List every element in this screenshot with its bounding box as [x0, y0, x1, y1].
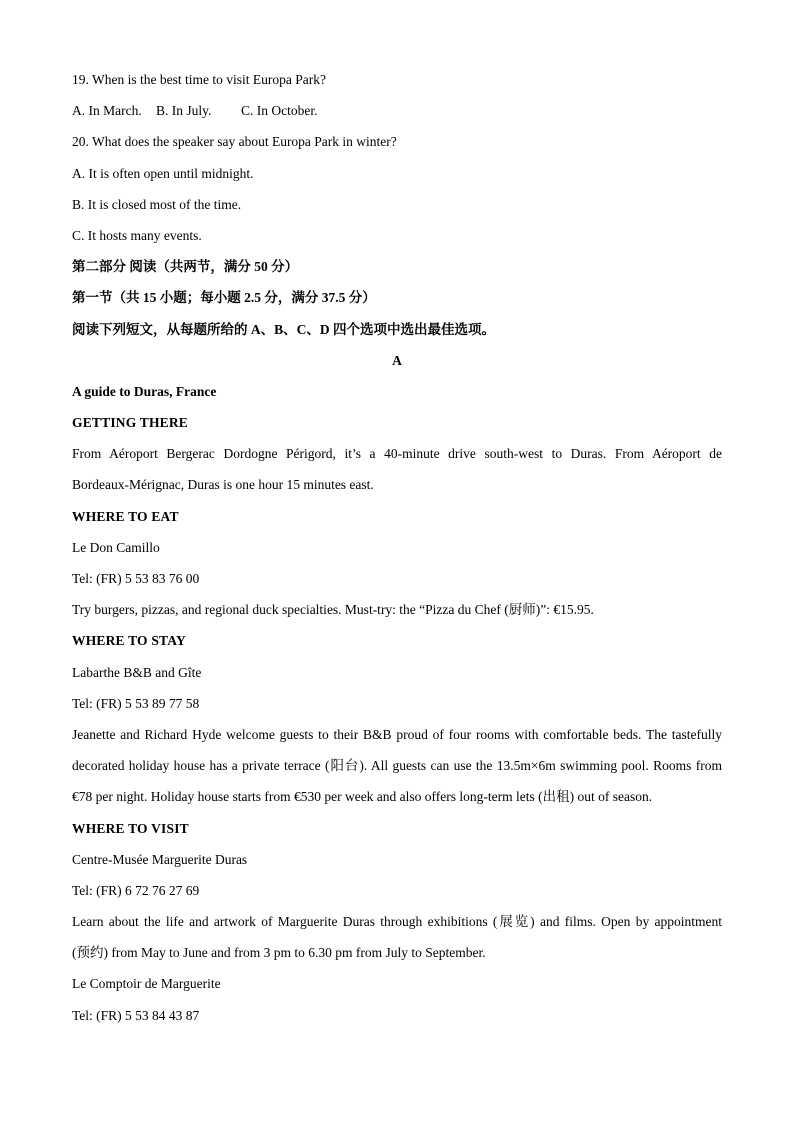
- option-b: B. In July.: [156, 103, 212, 119]
- accommodation-text-line: €78 per night. Holiday house starts from €530 per week and also offers long-term lets (出租) out of season.: [72, 789, 653, 805]
- restaurant-tel: Tel: (FR) 5 53 83 76 00: [72, 571, 200, 586]
- getting-there-text-line: Bordeaux-Mérignac, Duras is one hour 15 minutes east.: [72, 477, 374, 493]
- section-title: 第一节（共 15 小题；每小题 2.5 分，满分 37.5 分）: [72, 290, 376, 306]
- getting-there-text-line: From Aéroport Bergerac Dordogne Périgord, it’s a 40-minute drive south-west to Duras. From Aéroport de: [72, 446, 722, 462]
- instructions: 阅读下列短文，从每题所给的 A、B、C、D 四个选项中选出最佳选项。: [72, 321, 496, 337]
- museum-text-line: Learn about the life and artwork of Marguerite Duras through exhibitions (展览) and films. Open by appointment: [72, 914, 722, 930]
- accommodation-text-line: Jeanette and Richard Hyde welcome guests to their B&B proud of four rooms with comfortable beds. The tastefully: [72, 726, 722, 742]
- passage-label: A: [392, 352, 402, 368]
- museum-text-line: (预约) from May to June and from 3 pm to 6.30 pm from July to September.: [72, 945, 486, 961]
- accommodation-name: Labarthe B&B and Gîte: [72, 664, 202, 680]
- restaurant-name: Le Don Camillo: [72, 539, 160, 555]
- shop-name: Le Comptoir de Marguerite: [72, 976, 221, 992]
- option-a: A. It is often open until midnight.: [72, 165, 254, 181]
- option-c: C. It hosts many events.: [72, 227, 202, 243]
- where-to-eat-heading: WHERE TO EAT: [72, 508, 179, 524]
- museum-name: Centre-Musée Marguerite Duras: [72, 851, 248, 867]
- accommodation-text-line: decorated holiday house has a private terrace (阳台). All guests can use the 13.5m×6m swimming pool. Rooms from: [72, 758, 722, 774]
- where-to-stay-heading: WHERE TO STAY: [72, 633, 186, 649]
- museum-tel: Tel: (FR) 6 72 76 27 69: [72, 882, 200, 898]
- part-title: 第二部分 阅读（共两节，满分 50 分）: [72, 259, 299, 275]
- getting-there-heading: GETTING THERE: [72, 415, 189, 431]
- option-a: A. In March.: [72, 103, 142, 119]
- option-c: C. In October.: [241, 103, 318, 119]
- where-to-visit-heading: WHERE TO VISIT: [72, 820, 189, 836]
- accommodation-tel: Tel: (FR) 5 53 89 77 58: [72, 695, 200, 711]
- restaurant-description: Try burgers, pizzas, and regional duck specialties. Must-try: the “Pizza du Chef (厨师)”: €15.95.: [72, 602, 594, 618]
- shop-tel: Tel: (FR) 5 53 84 43 87: [72, 1007, 200, 1023]
- question-19-options: [72, 95, 722, 126]
- question-19: 19. When is the best time to visit Europa Park?: [72, 72, 326, 87]
- document-page: [72, 64, 722, 1031]
- passage-title: A guide to Duras, France: [72, 383, 217, 399]
- option-b: B. It is closed most of the time.: [72, 196, 242, 212]
- question-20: 20. What does the speaker say about Europa Park in winter?: [72, 134, 397, 150]
